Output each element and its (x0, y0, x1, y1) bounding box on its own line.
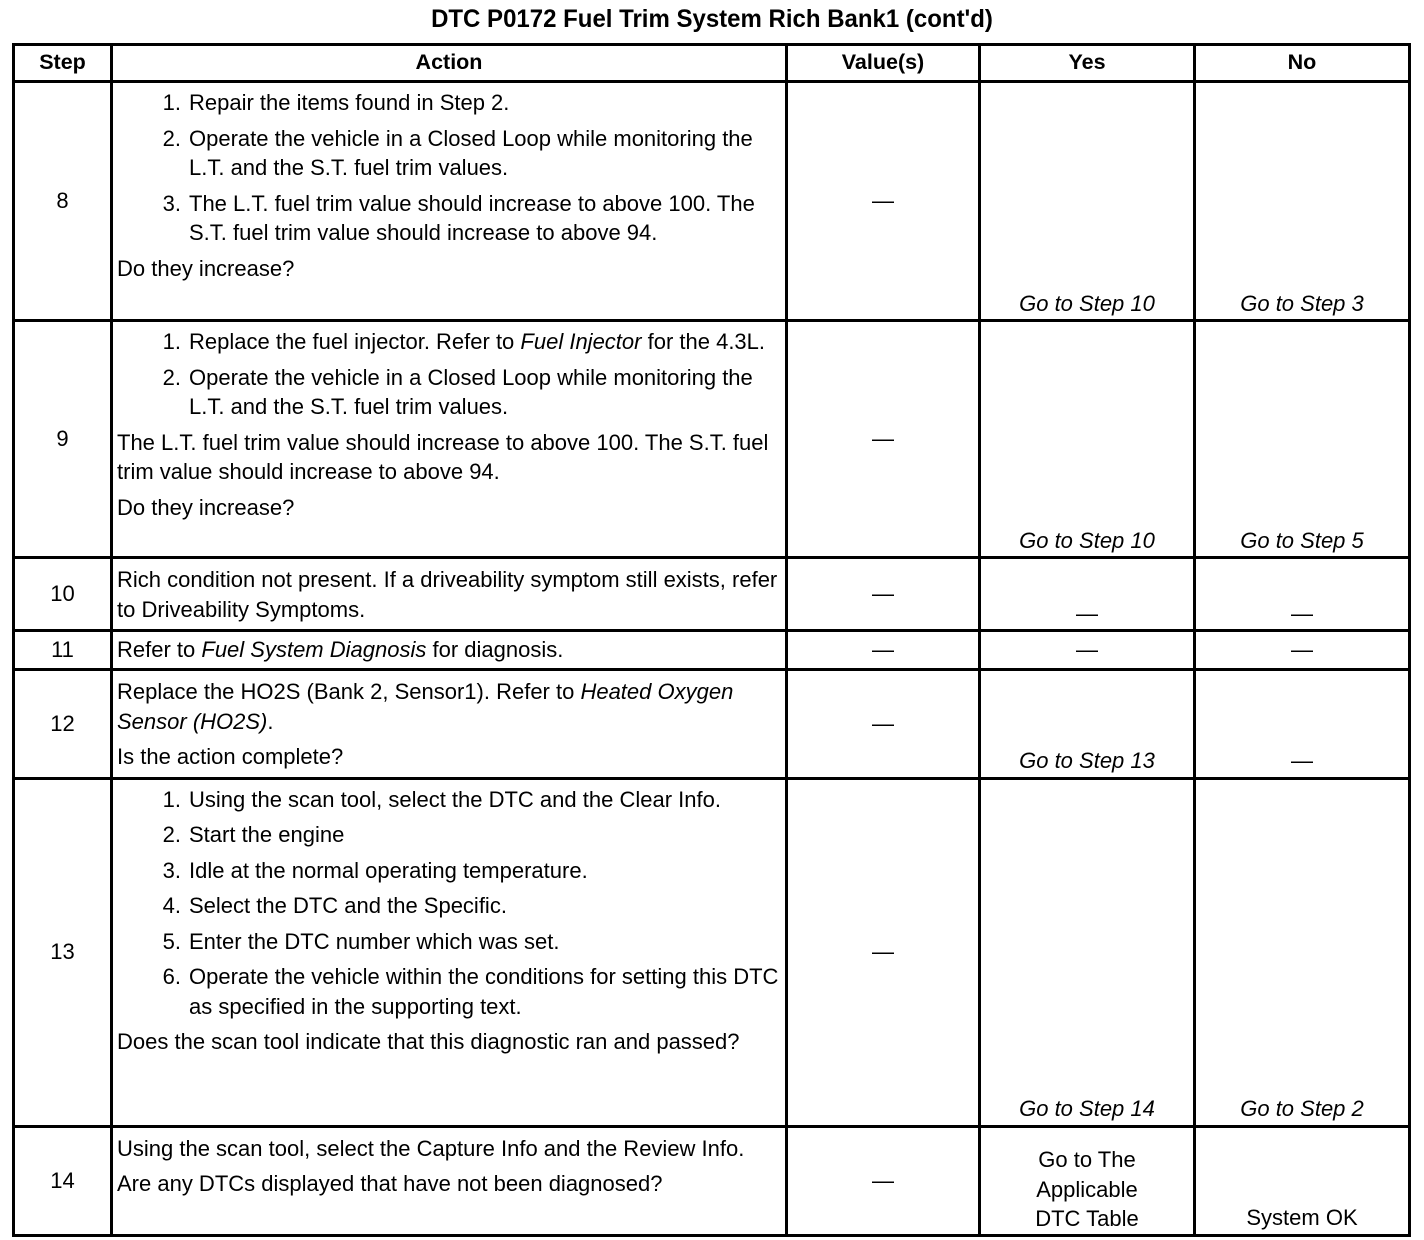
action-item (117, 891, 781, 921)
no-cell (1195, 1126, 1410, 1235)
action-cell (112, 631, 787, 670)
action-item (117, 363, 781, 422)
yes-cell (980, 82, 1195, 321)
item-text: The L.T. fuel trim value should increase to above 100. The S.T. fuel trim value should increase to above 94. (189, 190, 755, 245)
item-number: 2. (162, 822, 181, 847)
yes-line: Applicable (1036, 1176, 1138, 1202)
action-question: Are any DTCs displayed that have not been diagnosed? (117, 1171, 663, 1196)
action-item (117, 327, 781, 357)
step-number: 12 (14, 670, 112, 779)
action-question: Does the scan tool indicate that this diagnostic ran and passed? (117, 1029, 740, 1054)
table-row-step-9 (14, 321, 1410, 558)
action-cell (112, 558, 787, 631)
item-number: 1. (162, 329, 181, 354)
table-row-step-12 (14, 670, 1410, 779)
values-cell (787, 558, 980, 631)
yes-dash: — (1076, 600, 1098, 626)
action-item (117, 927, 781, 957)
step-number: 13 (14, 778, 112, 1126)
action-text: Rich condition not present. If a driveability symptom still exists, refer to Driveability Symptoms. (117, 567, 778, 622)
item-text-post: for the 4.3L. (641, 329, 766, 354)
item-text: Using the scan tool, select the DTC and the Clear Info. (189, 786, 721, 812)
no-dash: — (1291, 637, 1313, 663)
values-cell (787, 670, 980, 779)
table-row-step-10 (14, 558, 1410, 631)
yes-cell (980, 558, 1195, 631)
action-text-pre: Replace the HO2S (Bank 2, Sensor1). Refer to (117, 679, 581, 704)
diagnostic-table (12, 43, 1411, 1237)
action-question: Is the action complete? (117, 744, 344, 769)
values-dash: — (872, 188, 894, 214)
table-row-step-11 (14, 631, 1410, 670)
yes-link[interactable]: Go to Step 10 (1019, 527, 1155, 553)
values-dash: — (872, 581, 894, 607)
reference-link-heated-oxygen-sensor[interactable]: Heated Oxygen Sensor (HO2S) (117, 679, 734, 734)
table-row-step-8 (14, 82, 1410, 321)
item-text: Operate the vehicle in a Closed Loop while monitoring the L.T. and the S.T. fuel trim values. (189, 125, 753, 180)
step-number: 9 (14, 321, 112, 558)
yes-link[interactable] (981, 1145, 1193, 1234)
table-row-step-14 (14, 1126, 1410, 1235)
action-text-post: . (267, 708, 274, 734)
item-text: Repair the items found in Step 2. (189, 90, 510, 115)
yes-link[interactable]: Go to Step 13 (1019, 748, 1155, 773)
item-number: 3. (162, 857, 181, 883)
yes-line: DTC Table (1035, 1206, 1139, 1231)
no-cell (1195, 558, 1410, 631)
item-number: 5. (162, 928, 181, 954)
item-text-pre: Replace the fuel injector. Refer to (189, 329, 521, 354)
action-cell (112, 670, 787, 779)
values-cell (787, 1126, 980, 1235)
step-number: 14 (14, 1126, 112, 1235)
item-number: 6. (162, 964, 181, 989)
item-text: Enter the DTC number which was set. (189, 928, 560, 954)
no-result: System OK (1246, 1205, 1358, 1230)
item-text: Operate the vehicle within the conditions for setting this DTC as specified in the supporting text. (189, 964, 779, 1019)
header-action: Action (112, 45, 787, 82)
action-text (117, 677, 781, 736)
yes-cell (980, 1126, 1195, 1235)
values-cell (787, 631, 980, 670)
item-number: 3. (162, 190, 181, 216)
yes-cell (980, 670, 1195, 779)
no-dash: — (1291, 748, 1313, 773)
action-text: Using the scan tool, select the Capture Info and the Review Info. (117, 1135, 745, 1161)
item-text: Select the DTC and the Specific. (189, 893, 507, 918)
values-dash: — (872, 637, 894, 663)
action-note: The L.T. fuel trim value should increase to above 100. The S.T. fuel trim value should increase to above 94. (117, 429, 769, 484)
yes-cell (980, 321, 1195, 558)
item-number: 2. (162, 364, 181, 390)
no-cell (1195, 631, 1410, 670)
yes-dash: — (1076, 637, 1098, 663)
header-no: No (1195, 45, 1410, 82)
no-cell (1195, 321, 1410, 558)
action-item (117, 785, 781, 815)
item-number: 2. (162, 125, 181, 151)
action-cell (112, 82, 787, 321)
item-number: 4. (162, 893, 181, 918)
no-cell (1195, 670, 1410, 779)
step-number: 11 (14, 631, 112, 670)
no-cell (1195, 778, 1410, 1126)
no-link[interactable]: Go to Step 5 (1240, 527, 1364, 553)
action-cell (112, 1126, 787, 1235)
no-link[interactable]: Go to Step 3 (1240, 290, 1364, 316)
item-text: Idle at the normal operating temperature. (189, 857, 588, 883)
values-cell (787, 321, 980, 558)
reference-link-fuel-injector[interactable]: Fuel Injector (520, 329, 642, 354)
yes-link[interactable]: Go to Step 10 (1019, 290, 1155, 316)
values-cell (787, 82, 980, 321)
action-question: Do they increase? (117, 494, 295, 520)
action-item (117, 88, 781, 118)
table-header-row (14, 45, 1410, 82)
header-yes: Yes (980, 45, 1195, 82)
action-text-pre: Refer to (117, 637, 202, 663)
item-text: Start the engine (189, 822, 345, 847)
yes-line: Go to The (1038, 1147, 1136, 1172)
values-cell (787, 778, 980, 1126)
reference-link-fuel-system-diagnosis[interactable]: Fuel System Diagnosis (201, 637, 427, 663)
values-dash: — (872, 939, 894, 965)
item-text (189, 327, 781, 357)
values-dash: — (872, 1167, 894, 1193)
action-item (117, 856, 781, 886)
no-dash: — (1291, 600, 1313, 626)
action-cell (112, 778, 787, 1126)
item-text: Operate the vehicle in a Closed Loop while monitoring the L.T. and the S.T. fuel trim values. (189, 364, 753, 419)
action-item (117, 820, 781, 850)
values-dash: — (872, 426, 894, 452)
action-item (117, 124, 781, 183)
no-link[interactable]: Go to Step 2 (1240, 1096, 1364, 1121)
no-cell (1195, 82, 1410, 321)
page-title: DTC P0172 Fuel Trim System Rich Bank1 (cont'd) (431, 5, 993, 33)
values-dash: — (872, 711, 894, 736)
action-item (117, 962, 781, 1021)
action-item (117, 189, 781, 248)
yes-cell (980, 631, 1195, 670)
action-text-post: for diagnosis. (426, 637, 564, 663)
action-question: Do they increase? (117, 255, 295, 281)
yes-link[interactable]: Go to Step 14 (1019, 1096, 1155, 1121)
item-number: 1. (162, 786, 181, 812)
step-number: 8 (14, 82, 112, 321)
action-cell (112, 321, 787, 558)
yes-cell (980, 778, 1195, 1126)
table-row-step-13 (14, 778, 1410, 1126)
header-step: Step (14, 45, 112, 82)
step-number: 10 (14, 558, 112, 631)
item-number: 1. (162, 90, 181, 115)
header-values: Value(s) (787, 45, 980, 82)
